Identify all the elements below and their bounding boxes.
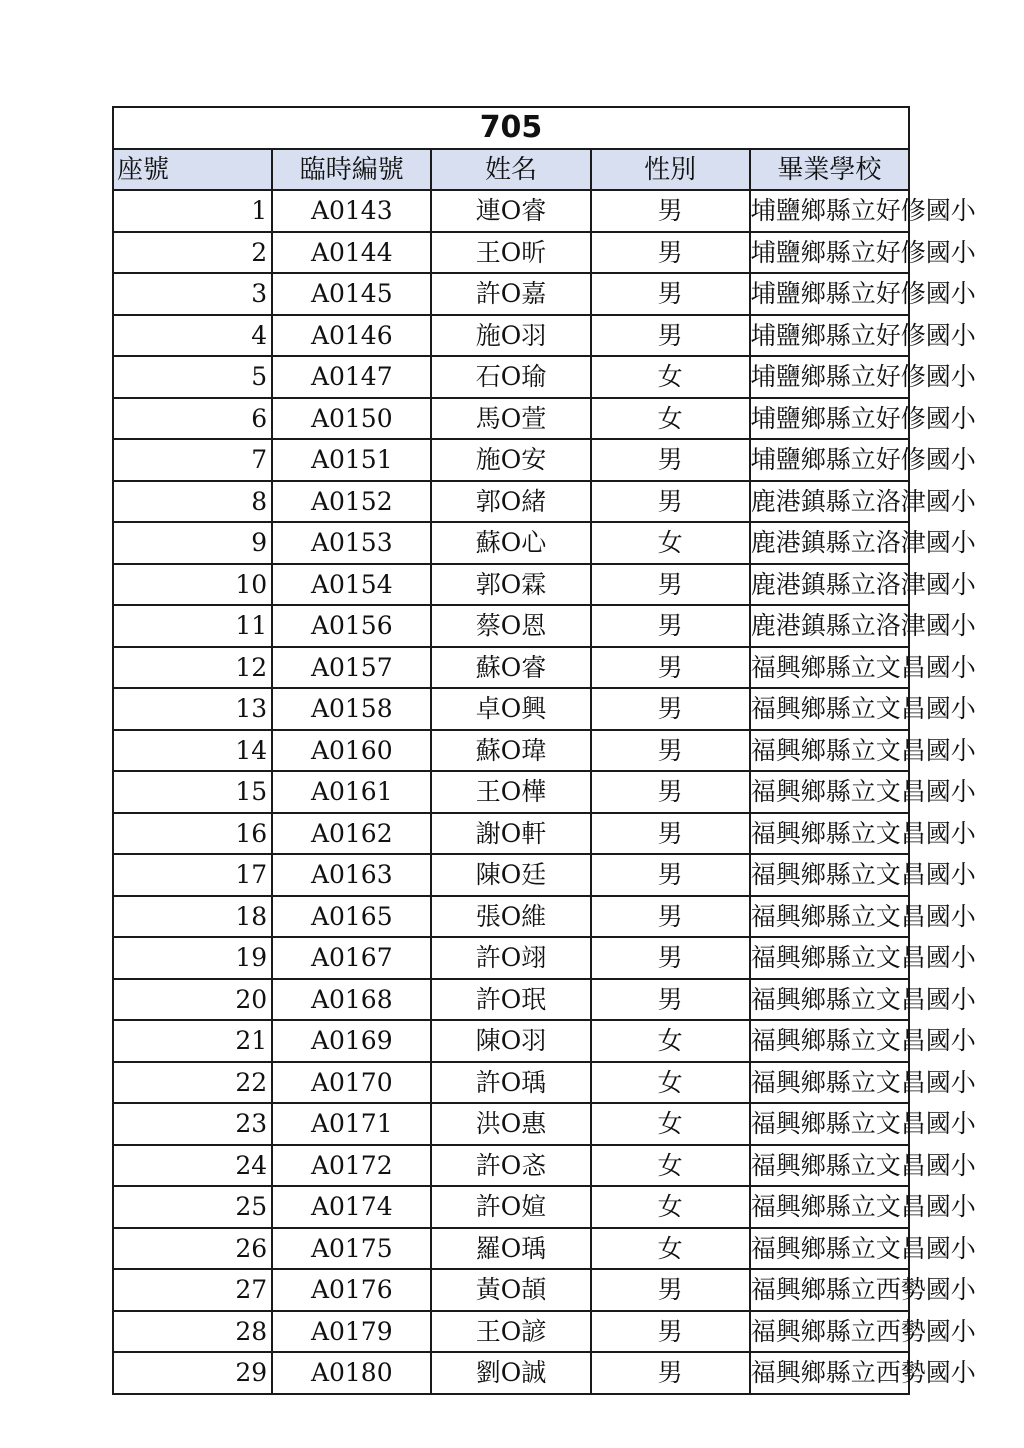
cell-name: 王O樺 <box>431 771 590 813</box>
table-row <box>113 1311 909 1353</box>
cell-temp-id: A0174 <box>272 1186 431 1228</box>
cell-seat: 26 <box>113 1228 272 1270</box>
cell-name: 連O睿 <box>431 190 590 232</box>
cell-school: 埔鹽鄉縣立好修國小 <box>750 398 909 440</box>
table-row <box>113 813 909 855</box>
cell-seat: 9 <box>113 522 272 564</box>
cell-name: 郭O霖 <box>431 564 590 606</box>
cell-name: 洪O惠 <box>431 1103 590 1145</box>
cell-name: 許O瑀 <box>431 1062 590 1104</box>
cell-temp-id: A0161 <box>272 771 431 813</box>
cell-school: 埔鹽鄉縣立好修國小 <box>750 190 909 232</box>
table-row <box>113 937 909 979</box>
cell-school: 福興鄉縣立文昌國小 <box>750 1145 909 1187</box>
cell-temp-id: A0158 <box>272 688 431 730</box>
header-temp-id: 臨時編號 <box>272 149 431 190</box>
table-row <box>113 356 909 398</box>
cell-gender: 男 <box>591 647 750 689</box>
header-seat: 座號 <box>113 149 272 190</box>
cell-temp-id: A0172 <box>272 1145 431 1187</box>
cell-seat: 23 <box>113 1103 272 1145</box>
cell-school: 福興鄉縣立文昌國小 <box>750 647 909 689</box>
cell-gender: 男 <box>591 315 750 357</box>
cell-name: 羅O瑀 <box>431 1228 590 1270</box>
cell-temp-id: A0176 <box>272 1269 431 1311</box>
cell-name: 陳O廷 <box>431 854 590 896</box>
cell-gender: 女 <box>591 1062 750 1104</box>
table-row <box>113 896 909 938</box>
cell-school: 埔鹽鄉縣立好修國小 <box>750 356 909 398</box>
cell-seat: 10 <box>113 564 272 606</box>
cell-gender: 女 <box>591 1103 750 1145</box>
cell-seat: 14 <box>113 730 272 772</box>
cell-temp-id: A0180 <box>272 1352 431 1394</box>
cell-gender: 女 <box>591 1020 750 1062</box>
cell-seat: 16 <box>113 813 272 855</box>
cell-gender: 男 <box>591 232 750 274</box>
cell-name: 陳O羽 <box>431 1020 590 1062</box>
cell-name: 蘇O心 <box>431 522 590 564</box>
cell-name: 卓O興 <box>431 688 590 730</box>
cell-gender: 女 <box>591 356 750 398</box>
cell-school: 福興鄉縣立文昌國小 <box>750 1062 909 1104</box>
cell-school: 鹿港鎮縣立洛津國小 <box>750 481 909 523</box>
cell-name: 黃O頡 <box>431 1269 590 1311</box>
cell-seat: 5 <box>113 356 272 398</box>
cell-seat: 25 <box>113 1186 272 1228</box>
cell-gender: 男 <box>591 1311 750 1353</box>
cell-seat: 6 <box>113 398 272 440</box>
table-row <box>113 273 909 315</box>
cell-seat: 7 <box>113 439 272 481</box>
cell-school: 福興鄉縣立西勢國小 <box>750 1269 909 1311</box>
cell-gender: 男 <box>591 813 750 855</box>
table-row <box>113 1062 909 1104</box>
cell-temp-id: A0163 <box>272 854 431 896</box>
cell-school: 福興鄉縣立文昌國小 <box>750 854 909 896</box>
cell-temp-id: A0179 <box>272 1311 431 1353</box>
cell-name: 張O維 <box>431 896 590 938</box>
cell-school: 福興鄉縣立文昌國小 <box>750 771 909 813</box>
cell-school: 埔鹽鄉縣立好修國小 <box>750 232 909 274</box>
cell-seat: 29 <box>113 1352 272 1394</box>
header-school: 畢業學校 <box>750 149 909 190</box>
cell-gender: 女 <box>591 522 750 564</box>
cell-seat: 3 <box>113 273 272 315</box>
cell-seat: 15 <box>113 771 272 813</box>
table-row <box>113 854 909 896</box>
cell-name: 許O珉 <box>431 979 590 1021</box>
cell-temp-id: A0171 <box>272 1103 431 1145</box>
cell-gender: 男 <box>591 730 750 772</box>
title-row <box>113 107 909 149</box>
table-row <box>113 771 909 813</box>
table-row <box>113 1269 909 1311</box>
cell-seat: 22 <box>113 1062 272 1104</box>
class-roster-table <box>112 106 976 1395</box>
cell-school: 鹿港鎮縣立洛津國小 <box>750 522 909 564</box>
cell-gender: 女 <box>591 1145 750 1187</box>
cell-seat: 8 <box>113 481 272 523</box>
cell-gender: 男 <box>591 1352 750 1394</box>
table-row <box>113 1228 909 1270</box>
table-row <box>113 1352 909 1394</box>
table-row <box>113 1103 909 1145</box>
cell-temp-id: A0165 <box>272 896 431 938</box>
table-row <box>113 398 909 440</box>
cell-gender: 男 <box>591 273 750 315</box>
cell-seat: 12 <box>113 647 272 689</box>
cell-name: 許O翊 <box>431 937 590 979</box>
header-row <box>113 149 909 190</box>
cell-school: 福興鄉縣立文昌國小 <box>750 896 909 938</box>
cell-temp-id: A0168 <box>272 979 431 1021</box>
cell-name: 蔡O恩 <box>431 605 590 647</box>
cell-seat: 27 <box>113 1269 272 1311</box>
cell-temp-id: A0156 <box>272 605 431 647</box>
cell-temp-id: A0152 <box>272 481 431 523</box>
cell-temp-id: A0150 <box>272 398 431 440</box>
cell-school: 福興鄉縣立西勢國小 <box>750 1311 909 1353</box>
cell-name: 王O諺 <box>431 1311 590 1353</box>
cell-name: 許O媗 <box>431 1186 590 1228</box>
cell-temp-id: A0147 <box>272 356 431 398</box>
cell-name: 劉O誠 <box>431 1352 590 1394</box>
cell-temp-id: A0160 <box>272 730 431 772</box>
cell-temp-id: A0143 <box>272 190 431 232</box>
cell-temp-id: A0145 <box>272 273 431 315</box>
cell-temp-id: A0157 <box>272 647 431 689</box>
cell-name: 許O忞 <box>431 1145 590 1187</box>
cell-school: 福興鄉縣立文昌國小 <box>750 1186 909 1228</box>
cell-school: 埔鹽鄉縣立好修國小 <box>750 273 909 315</box>
table-row <box>113 647 909 689</box>
cell-temp-id: A0170 <box>272 1062 431 1104</box>
cell-school: 福興鄉縣立文昌國小 <box>750 937 909 979</box>
table-row <box>113 688 909 730</box>
cell-name: 謝O軒 <box>431 813 590 855</box>
table-row <box>113 439 909 481</box>
cell-seat: 18 <box>113 896 272 938</box>
cell-gender: 男 <box>591 1269 750 1311</box>
cell-temp-id: A0169 <box>272 1020 431 1062</box>
cell-gender: 男 <box>591 481 750 523</box>
table-row <box>113 979 909 1021</box>
cell-seat: 19 <box>113 937 272 979</box>
cell-gender: 男 <box>591 564 750 606</box>
cell-gender: 男 <box>591 605 750 647</box>
cell-name: 馬O萱 <box>431 398 590 440</box>
cell-gender: 男 <box>591 854 750 896</box>
cell-seat: 28 <box>113 1311 272 1353</box>
cell-gender: 男 <box>591 190 750 232</box>
cell-school: 福興鄉縣立文昌國小 <box>750 1228 909 1270</box>
header-gender: 性別 <box>591 149 750 190</box>
cell-name: 石O瑜 <box>431 356 590 398</box>
cell-school: 福興鄉縣立文昌國小 <box>750 1020 909 1062</box>
cell-seat: 20 <box>113 979 272 1021</box>
cell-seat: 2 <box>113 232 272 274</box>
cell-name: 蘇O瑋 <box>431 730 590 772</box>
table-row <box>113 1145 909 1187</box>
cell-school: 福興鄉縣立文昌國小 <box>750 813 909 855</box>
cell-name: 施O羽 <box>431 315 590 357</box>
cell-gender: 男 <box>591 896 750 938</box>
cell-school: 福興鄉縣立西勢國小 <box>750 1352 909 1394</box>
cell-gender: 男 <box>591 771 750 813</box>
cell-gender: 男 <box>591 979 750 1021</box>
class-title: 705 <box>113 107 909 149</box>
cell-school: 福興鄉縣立文昌國小 <box>750 730 909 772</box>
cell-school: 福興鄉縣立文昌國小 <box>750 979 909 1021</box>
cell-seat: 21 <box>113 1020 272 1062</box>
cell-seat: 13 <box>113 688 272 730</box>
cell-name: 施O安 <box>431 439 590 481</box>
cell-name: 許O嘉 <box>431 273 590 315</box>
cell-seat: 1 <box>113 190 272 232</box>
cell-name: 王O昕 <box>431 232 590 274</box>
cell-gender: 男 <box>591 688 750 730</box>
cell-school: 鹿港鎮縣立洛津國小 <box>750 605 909 647</box>
roster-body <box>113 190 976 1394</box>
cell-school: 福興鄉縣立文昌國小 <box>750 1103 909 1145</box>
cell-gender: 女 <box>591 398 750 440</box>
table-row <box>113 1186 909 1228</box>
header-name: 姓名 <box>431 149 590 190</box>
cell-name: 蘇O睿 <box>431 647 590 689</box>
cell-seat: 4 <box>113 315 272 357</box>
cell-gender: 女 <box>591 1228 750 1270</box>
cell-seat: 11 <box>113 605 272 647</box>
cell-gender: 女 <box>591 1186 750 1228</box>
table-row <box>113 730 909 772</box>
cell-temp-id: A0151 <box>272 439 431 481</box>
cell-school: 福興鄉縣立文昌國小 <box>750 688 909 730</box>
table-row <box>113 315 909 357</box>
cell-temp-id: A0167 <box>272 937 431 979</box>
cell-seat: 17 <box>113 854 272 896</box>
cell-school: 鹿港鎮縣立洛津國小 <box>750 564 909 606</box>
cell-temp-id: A0146 <box>272 315 431 357</box>
table-row <box>113 522 909 564</box>
table-row <box>113 190 909 232</box>
table-row <box>113 564 909 606</box>
cell-temp-id: A0162 <box>272 813 431 855</box>
cell-school: 埔鹽鄉縣立好修國小 <box>750 315 909 357</box>
cell-temp-id: A0153 <box>272 522 431 564</box>
table-row <box>113 1020 909 1062</box>
table-row <box>113 232 909 274</box>
cell-gender: 男 <box>591 937 750 979</box>
cell-seat: 24 <box>113 1145 272 1187</box>
table-row <box>113 605 909 647</box>
table-row <box>113 481 909 523</box>
cell-school: 埔鹽鄉縣立好修國小 <box>750 439 909 481</box>
cell-temp-id: A0144 <box>272 232 431 274</box>
cell-name: 郭O緒 <box>431 481 590 523</box>
cell-gender: 男 <box>591 439 750 481</box>
cell-temp-id: A0175 <box>272 1228 431 1270</box>
cell-temp-id: A0154 <box>272 564 431 606</box>
